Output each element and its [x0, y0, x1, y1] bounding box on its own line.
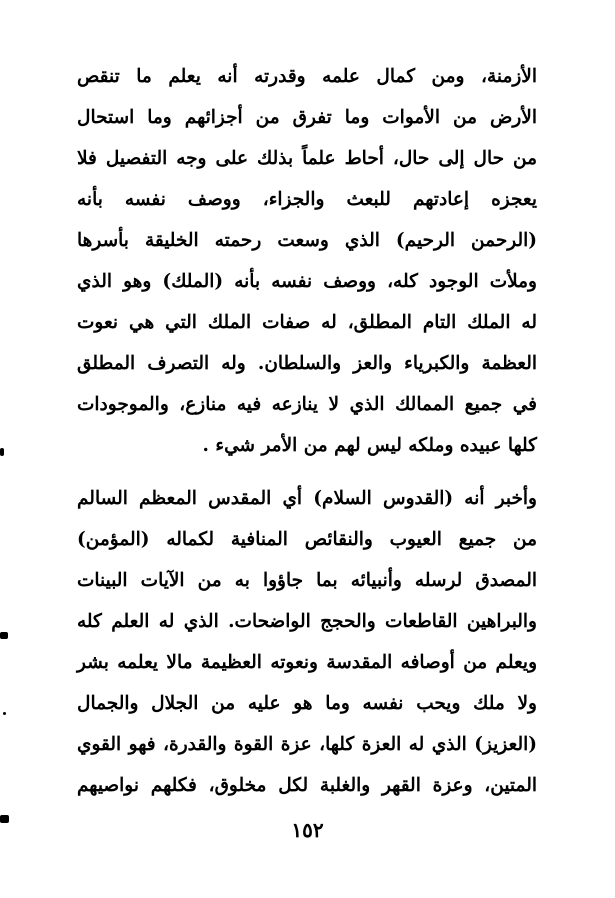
- text-line: والبراهين القاطعات والحجج الواضحات. الذي له العلم كله: [77, 611, 537, 632]
- paragraph-2: [77, 478, 537, 806]
- text-line: من جميع العيوب والنقائص المنافية لكماله (المؤمن): [77, 529, 537, 550]
- text-line: العظمة والكبرياء والعز والسلطان. وله التصرف المطلق: [77, 353, 537, 374]
- text-line: له الملك التام المطلق، له صفات الملك التي هي نعوت: [77, 312, 537, 333]
- text-line: وملأت الوجود كله، ووصف نفسه بأنه (الملك) وهو الذي: [77, 271, 537, 292]
- text-line: يعجزه إعادتهم للبعث والجزاء، ووصف نفسه بأنه: [77, 189, 537, 210]
- text-line: ولا ملك ويحب نفسه وما هو عليه من الجلال والجمال: [77, 693, 537, 714]
- text-line: الأزمنة، ومن كمال علمه وقدرته أنه يعلم ما تنقص: [77, 66, 537, 87]
- text-line: من حال إلى حال، أحاط علماً بذلك على وجه التفصيل فلا: [77, 148, 537, 169]
- scan-mark: [0, 815, 9, 823]
- text-line: كلها عبيده وملكه ليس لهم من الأمر شيء .: [202, 435, 537, 456]
- text-line: الأرض من الأموات وما تفرق من أجزائهم وما استحال: [77, 107, 537, 128]
- text-line: (العزيز) الذي له العزة كلها، عزة القوة والقدرة، فهو القوي: [77, 734, 537, 755]
- text-line: المصدق لرسله وأنبيائه بما جاؤوا به من الآيات البينات: [77, 570, 537, 591]
- text-line: وأخبر أنه (القدوس السلام) أي المقدس المعظم السالم: [77, 488, 537, 509]
- scan-mark: [0, 448, 4, 456]
- text-line: المتين، وعزة القهر والغلبة لكل مخلوق، فكلهم نواصيهم: [77, 775, 537, 796]
- text-line: في جميع الممالك الذي لا ينازعه فيه منازع، والموجودات: [77, 394, 537, 415]
- scan-mark: [0, 632, 8, 639]
- scan-mark: [3, 712, 6, 715]
- paragraph-1: [77, 56, 537, 466]
- text-line: ويعلم من أوصافه المقدسة ونعوته العظيمة مالا يعلمه بشر: [77, 652, 537, 673]
- text-line: (الرحمن الرحيم) الذي وسعت رحمته الخليقة بأسرها: [77, 230, 537, 251]
- page-number: ١٥٢: [291, 818, 324, 842]
